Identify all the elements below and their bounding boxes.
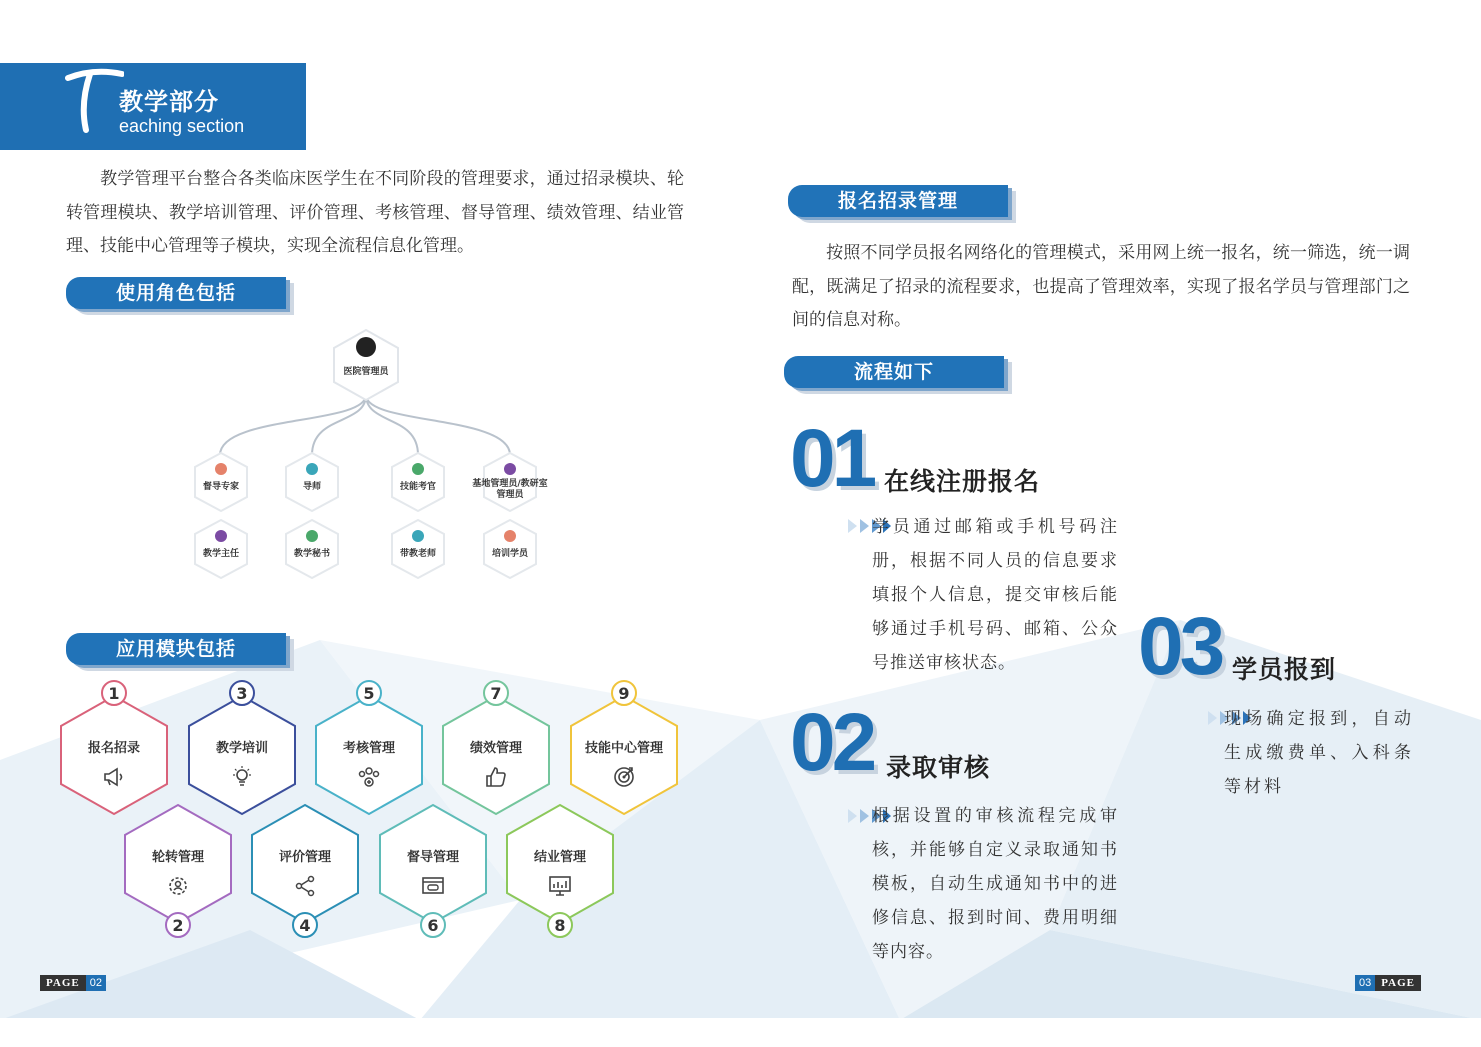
page-number: 03 (1355, 975, 1375, 991)
step-text-content: 现场确定报到，自动生成缴费单、入科条等材料 (1224, 709, 1414, 797)
modules-heading (66, 633, 286, 665)
org-node-label: 基地管理员/教研室管理员 (472, 479, 548, 500)
org-node-row1-1 (193, 451, 249, 513)
module-number: 3 (229, 680, 255, 706)
module-1 (58, 684, 170, 817)
module-2 (122, 802, 234, 935)
module-label: 考核管理 (342, 741, 395, 756)
step-text (872, 799, 1118, 969)
page-word: PAGE (40, 975, 86, 991)
step-number: 01 (790, 413, 874, 504)
modules-heading-label: 应用模块包括 (115, 638, 236, 660)
module-6 (377, 802, 489, 935)
module-label: 绩效管理 (469, 741, 522, 756)
roles-heading (66, 277, 286, 309)
org-node-label: 教学秘书 (293, 549, 330, 559)
org-node-label: 培训学员 (491, 549, 528, 559)
user-icon (504, 463, 516, 475)
module-5 (313, 684, 425, 817)
step-title: 录取审核 (886, 753, 991, 782)
org-node-label: 教学主任 (202, 549, 239, 559)
target-icon (612, 765, 636, 789)
team-icon (357, 765, 381, 789)
module-number: 6 (420, 912, 446, 938)
org-node-label: 技能考官 (399, 482, 436, 492)
module-number: 9 (611, 680, 637, 706)
enroll-heading-label: 报名招录管理 (837, 190, 958, 212)
section-subtitle: eaching section (119, 116, 245, 136)
bottom-margin (0, 1018, 1481, 1047)
step-text (872, 510, 1118, 680)
org-node-label: 带教老师 (399, 549, 436, 559)
module-7 (440, 684, 552, 817)
user-icon (215, 530, 227, 542)
step-number: 03 (1138, 601, 1222, 692)
module-number: 1 (101, 680, 127, 706)
module-label: 报名招录 (87, 741, 140, 756)
user-icon (306, 530, 318, 542)
org-node-row2-3 (390, 518, 446, 580)
org-root-label: 医院管理员 (343, 367, 389, 377)
step-text (1224, 702, 1414, 804)
page-tag-right (1355, 975, 1421, 991)
page-number: 02 (86, 975, 106, 991)
module-label: 教学培训 (215, 741, 268, 756)
module-label: 督导管理 (406, 850, 459, 865)
user-icon (215, 463, 227, 475)
page-tag-left (40, 975, 106, 991)
chart-icon (548, 874, 572, 898)
org-root-node (332, 328, 400, 402)
org-node-label: 督导专家 (202, 482, 239, 492)
user-icon (412, 530, 424, 542)
enroll-heading (788, 185, 1008, 217)
intro-text: 教学管理平台整合各类临床医学生在不同阶段的管理要求，通过招录模块、轮转管理模块、教学培训管理、评价管理、考核管理、督导管理、绩效管理、结业管理、技能中心管理等子模块，实现全流程信息化管理。 (66, 169, 684, 256)
gear-user-icon (166, 874, 190, 898)
step-title: 学员报到 (1232, 655, 1337, 684)
module-8 (504, 802, 616, 935)
roles-heading-label: 使用角色包括 (115, 282, 236, 304)
lightbulb-icon (230, 765, 254, 789)
step-text-content: 学员通过邮箱或手机号码注册，根据不同人员的信息要求填报个人信息，提交审核后能够通过手机号码、邮箱、公众号推送审核状态。 (872, 517, 1118, 673)
enroll-text: 按照不同学员报名网络化的管理模式，采用网上统一报名，统一筛选，统一调配，既满足了招录的流程要求，也提高了管理效率，实现了报名学员与管理部门之间的信息对称。 (792, 243, 1410, 330)
module-number: 7 (483, 680, 509, 706)
module-number: 5 (356, 680, 382, 706)
module-number: 2 (165, 912, 191, 938)
step-title: 在线注册报名 (884, 467, 1041, 496)
intro-paragraph (66, 163, 684, 264)
section-title: 教学部分 (119, 88, 219, 116)
module-label: 轮转管理 (151, 850, 204, 865)
org-node-row2-4 (482, 518, 538, 580)
enroll-paragraph (792, 237, 1410, 338)
flow-heading-label: 流程如下 (853, 361, 934, 383)
flow-heading (784, 356, 1004, 388)
step-text-content: 根据设置的审核流程完成审核，并能够自定义录取通知书模板，自动生成通知书中的进修信息、报到时间、费用明细等内容。 (872, 806, 1118, 962)
module-number: 4 (292, 912, 318, 938)
module-number: 8 (547, 912, 573, 938)
org-node-row1-2 (284, 451, 340, 513)
section-letter-t (64, 64, 124, 134)
org-node-row1-3 (390, 451, 446, 513)
org-node-row2-2 (284, 518, 340, 580)
page-word: PAGE (1375, 975, 1421, 991)
step-number: 02 (790, 697, 874, 788)
module-9 (568, 684, 680, 817)
share-icon (293, 874, 317, 898)
org-node-label: 导师 (302, 482, 321, 492)
megaphone-icon (102, 765, 126, 789)
module-4 (249, 802, 361, 935)
module-label: 结业管理 (533, 850, 586, 865)
module-label: 评价管理 (278, 850, 331, 865)
org-node-row1-4 (472, 451, 548, 513)
user-icon (504, 530, 516, 542)
user-icon (412, 463, 424, 475)
admin-avatar-icon (356, 337, 376, 357)
user-icon (306, 463, 318, 475)
module-label: 技能中心管理 (584, 741, 663, 756)
org-node-row2-1 (193, 518, 249, 580)
module-3 (186, 684, 298, 817)
monitor-icon (421, 874, 445, 898)
thumbs-up-icon (484, 765, 508, 789)
